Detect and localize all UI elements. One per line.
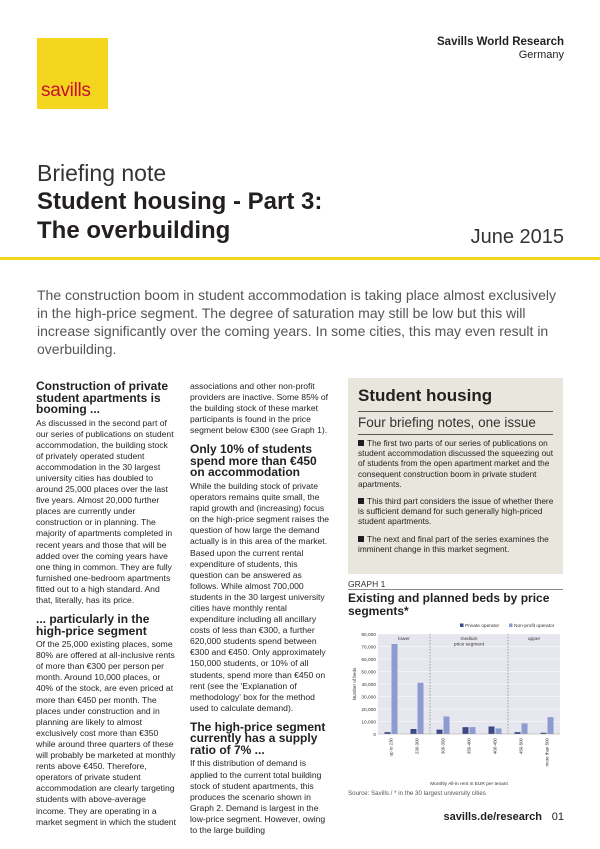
bar-nonprofit <box>444 717 450 735</box>
x-tick-label: 230-300 <box>414 738 420 755</box>
paragraph: associations and other non-profit providers are inactive. Some 85% of the building stock of these market participants is found in the price segment below €300 (see Graph 1). <box>190 381 329 436</box>
x-tick-label: up to 230 <box>388 738 394 757</box>
paragraph: If this distribution of demand is applied to the current total building stock of student apartments, this produces the scenario shown in Graph 2. Demand is largest in the low-price segment. However, owing to the large building <box>190 758 326 835</box>
segment-label-medium: price segment <box>453 642 485 648</box>
bar-private <box>515 732 521 734</box>
box-rule <box>358 411 553 412</box>
bar-nonprofit <box>392 644 398 734</box>
publication-date: June 2015 <box>470 226 564 248</box>
research-country: Germany <box>518 49 564 61</box>
beds-bar-chart <box>348 622 563 787</box>
heading-construction-booming: Construction of private student apartments is booming ... <box>36 379 169 416</box>
bar-private <box>411 729 417 734</box>
segment-label-lower: lower <box>398 637 410 642</box>
box-item-text: The next and final part of the series examines the imminent change in this market segment. <box>358 533 549 554</box>
bar-private <box>437 730 443 734</box>
paragraph: Of the 25,000 existing places, some 80% are offered at all-inclusive rents of more than €300 per person per month. Around 10,000 places, or 40% of the stock, are even priced at more than €450 per month. The places under construction and in planning are likely to almost exclusively cost more than €350 while around three quarters of these will probably be marketed at monthly rents above €450. Therefore, operators of private student accommodation are clearly targeting students with above-average income. They are operating in a market segment in which the student <box>36 639 176 827</box>
box-items <box>358 438 556 561</box>
research-title: Savills World Research <box>437 36 564 48</box>
text-column-2 <box>190 381 330 836</box>
title-line-2: The overbuilding <box>37 217 231 244</box>
text-column-1 <box>36 381 176 828</box>
intro-paragraph: The construction boom in student accommodation is taking place almost exclusively in the high-price segment. The degree of saturation may still be low but this will increase significantly over the coming years. In some cities, this may even result in overbuilding. <box>37 287 557 357</box>
x-tick-label: 350-400 <box>466 738 472 755</box>
x-axis-label: Monthly All-in rent in EUR per tenant <box>430 782 508 787</box>
box-item <box>358 534 556 554</box>
heading-high-price-segment: ... particularly in the high-price segment <box>36 612 150 638</box>
graph-label: GRAPH 1 <box>348 579 386 589</box>
box-item <box>358 496 556 527</box>
paragraph: As discussed in the second part of our series of publications on student accommodation, the building stock of privately operated student accommodation in the 30 largest university cities has doubled to around 25,000 places over the last five years. Almost 20,000 further places are currently under construction or in planning. The majority of apartments completed in recent years and those that will be added over the coming years have one thing in common. They are fully furnished one-bedroom apartments fitted out to a high standard. And that, literally, has its price. <box>36 417 174 605</box>
student-housing-box <box>348 378 563 574</box>
segment-label-upper: upper <box>527 637 541 642</box>
legend-label: Non-profit operator <box>514 624 555 629</box>
logo-text: savills <box>41 80 91 101</box>
y-tick-label: 30,000 <box>361 695 376 701</box>
footer-url: savills.de/research <box>443 811 542 823</box>
bar-nonprofit <box>470 727 476 734</box>
x-tick-label: more than 500 <box>544 738 550 767</box>
legend-label: Private operator <box>465 624 500 629</box>
graph-source: Source: Savills / * in the 30 largest university cities <box>348 790 486 797</box>
y-tick-label: 10,000 <box>361 720 376 726</box>
title-line-1: Student housing - Part 3: <box>37 188 323 215</box>
x-tick-label: 300-350 <box>440 738 446 755</box>
bullet-square-icon <box>358 498 364 504</box>
briefing-kicker: Briefing note <box>37 160 167 186</box>
bar-private <box>489 727 495 735</box>
y-axis-label: Number of beds <box>352 667 357 701</box>
box-title: Student housing <box>358 386 493 405</box>
heading-supply-ratio: The high-price segment currently has a supply ratio of 7% ... <box>190 719 326 757</box>
graph-rule <box>348 589 563 590</box>
y-tick-label: 70,000 <box>361 645 376 651</box>
bar-private <box>385 732 391 734</box>
y-tick-label: 60,000 <box>361 657 376 663</box>
x-tick-label: 450-500 <box>518 738 524 755</box>
research-header <box>437 36 564 61</box>
x-tick-label: 400-450 <box>492 738 498 755</box>
box-subtitle: Four briefing notes, one issue <box>358 415 536 430</box>
bar-private <box>463 727 469 734</box>
box-item-text: This third part considers the issue of whether there is sufficient demand for such generally high-priced student apartments. <box>358 496 554 527</box>
savills-logo <box>37 38 108 109</box>
box-rule <box>358 434 553 435</box>
y-tick-label: 0 <box>373 732 376 738</box>
y-tick-label: 50,000 <box>361 670 376 676</box>
heading-only-10-percent: Only 10% of students spend more than €450 on accommodation <box>190 442 317 480</box>
page-number: 01 <box>551 811 564 823</box>
y-tick-label: 20,000 <box>361 707 376 713</box>
title-block <box>37 160 322 245</box>
y-tick-label: 40,000 <box>361 682 376 688</box>
bar-nonprofit <box>522 723 528 734</box>
bullet-square-icon <box>358 440 364 446</box>
paragraph: While the building stock of private operators remains quite small, the rapid growth and (increasing) focus on the high-price segment raises the question of how large the demand actually is in this area of the market. Based upon the current rental expenditure of students, this question can be answered as follows. While almost 700,000 students in the 30 largest university cities have monthly rental expenditure including all ancillary costs of less than €300, a further 620,000 students spend between €300 and €450. Only approximately 150,000 students, or 10% of all students, spend more than €450 on rent (see the 'Explanation of methodology' box for the method used to calculate demand). <box>190 480 330 713</box>
bar-nonprofit <box>418 683 424 734</box>
box-item-text: The first two parts of our series of publications on student accommodation discussed the squeezing out of students from the open apartment market and the consequent construction boom in private student apartments. <box>358 438 554 489</box>
bar-nonprofit <box>496 728 502 734</box>
yellow-divider <box>0 257 600 260</box>
bullet-square-icon <box>358 536 364 542</box>
bar-nonprofit <box>548 717 554 734</box>
legend-swatch <box>460 624 464 628</box>
box-item <box>358 438 556 489</box>
graph-title: Existing and planned beds by price segments* <box>348 591 550 618</box>
y-tick-label: 80,000 <box>361 632 376 638</box>
segment-label-medium: medium <box>460 637 478 642</box>
legend-swatch <box>509 624 513 628</box>
